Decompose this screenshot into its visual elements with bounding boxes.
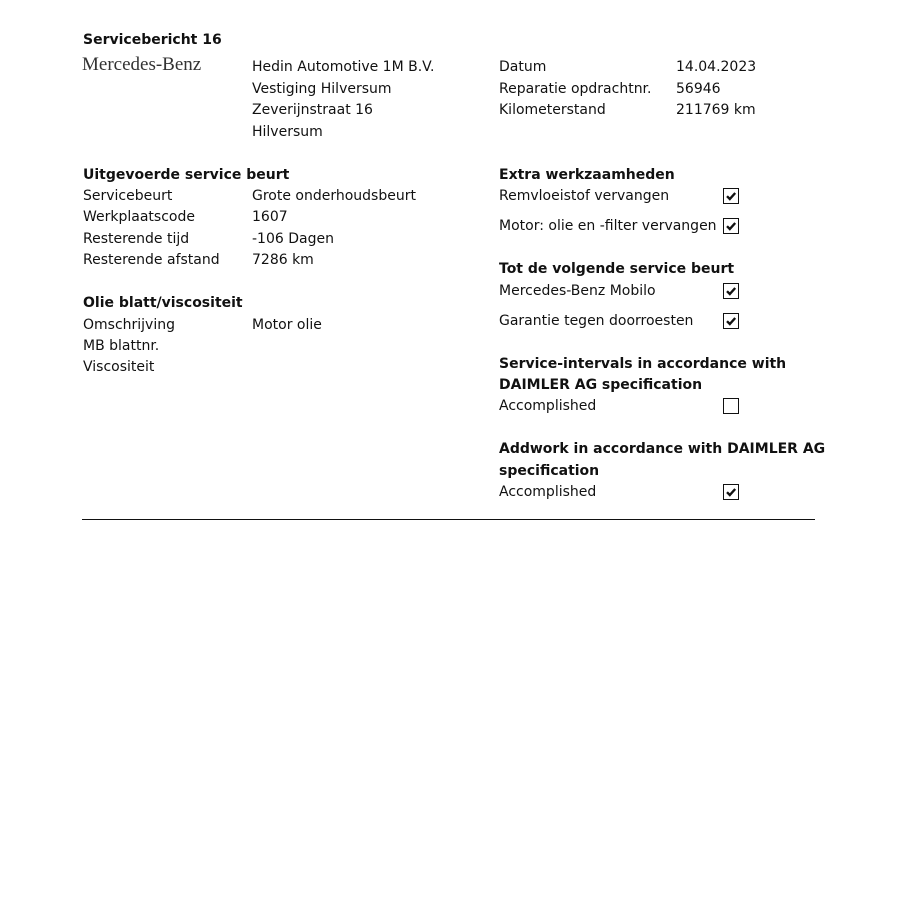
service-value: Grote onderhoudsbeurt: [252, 188, 416, 204]
km-label: Kilometerstand: [499, 102, 606, 118]
service-heading: Uitgevoerde service beurt: [83, 167, 290, 183]
intervals-checkbox[interactable]: [723, 398, 739, 414]
checkmark-icon: [725, 190, 737, 202]
next-checkbox[interactable]: [723, 313, 739, 329]
service-value: -106 Dagen: [252, 231, 334, 247]
extra-item-label: Motor: olie en -filter vervangen: [499, 218, 717, 234]
addwork-heading-2: specification: [499, 463, 600, 479]
oil-value: Motor olie: [252, 317, 322, 333]
checkmark-icon: [725, 315, 737, 327]
intervals-heading: Service-intervals in accordance with: [499, 356, 787, 372]
intervals-label: Accomplished: [499, 398, 597, 414]
oil-label: Viscositeit: [83, 359, 155, 375]
dealer-branch: Vestiging Hilversum: [252, 81, 392, 97]
dealer-name: Hedin Automotive 1M B.V.: [252, 59, 435, 75]
order-value: 56946: [676, 81, 721, 97]
next-checkbox[interactable]: [723, 283, 739, 299]
addwork-checkbox[interactable]: [723, 484, 739, 500]
service-label: Werkplaatscode: [83, 209, 195, 225]
date-label: Datum: [499, 59, 547, 75]
divider: [82, 519, 815, 520]
addwork-heading: Addwork in accordance with DAIMLER AG: [499, 441, 826, 457]
oil-label: Omschrijving: [83, 317, 175, 333]
mercedes-benz-logo: Mercedes-Benz: [82, 54, 202, 75]
oil-label: MB blattnr.: [83, 338, 160, 354]
next-item-label: Mercedes-Benz Mobilo: [499, 283, 656, 299]
extra-heading: Extra werkzaamheden: [499, 167, 675, 183]
dealer-city: Hilversum: [252, 124, 323, 140]
date-value: 14.04.2023: [676, 59, 757, 75]
service-value: 1607: [252, 209, 288, 225]
extra-item-label: Remvloeistof vervangen: [499, 188, 670, 204]
oil-heading: Olie blatt/viscositeit: [83, 295, 243, 311]
report-title: Servicebericht 16: [83, 32, 222, 48]
service-label: Resterende afstand: [83, 252, 220, 268]
service-label: Resterende tijd: [83, 231, 190, 247]
service-value: 7286 km: [252, 252, 314, 268]
next-item-label: Garantie tegen doorroesten: [499, 313, 694, 329]
order-label: Reparatie opdrachtnr.: [499, 81, 652, 97]
checkmark-icon: [725, 220, 737, 232]
dealer-street: Zeverijnstraat 16: [252, 102, 373, 118]
extra-checkbox[interactable]: [723, 218, 739, 234]
next-heading: Tot de volgende service beurt: [499, 261, 735, 277]
checkmark-icon: [725, 486, 737, 498]
checkmark-icon: [725, 285, 737, 297]
service-label: Servicebeurt: [83, 188, 173, 204]
intervals-heading-2: DAIMLER AG specification: [499, 377, 703, 393]
addwork-label: Accomplished: [499, 484, 597, 500]
extra-checkbox[interactable]: [723, 188, 739, 204]
km-value: 211769 km: [676, 102, 756, 118]
